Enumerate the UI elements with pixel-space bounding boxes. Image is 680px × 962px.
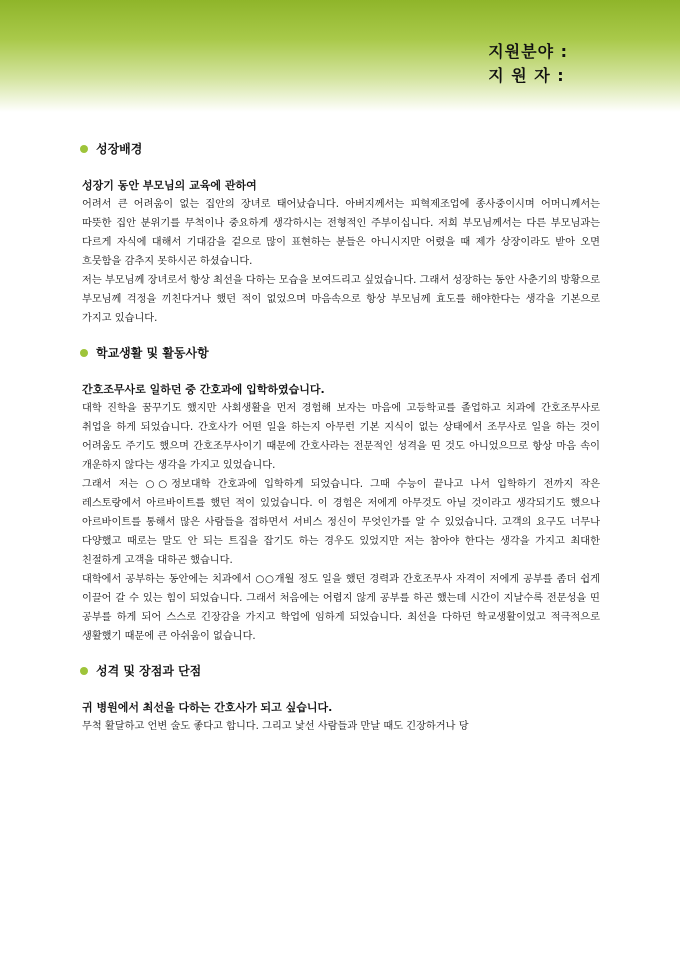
applicant-info — [488, 40, 568, 88]
applicant-name-label: 지 원 자 : — [488, 66, 565, 85]
green-bullet-icon — [80, 667, 88, 675]
header-band — [0, 0, 680, 112]
section-title — [80, 344, 600, 361]
green-bullet-icon — [80, 349, 88, 357]
section-title — [80, 140, 600, 157]
document-body — [82, 140, 600, 750]
section-school-life — [82, 344, 600, 646]
paragraph: 대학 진학을 꿈꾸기도 했지만 사회생활을 먼저 경험해 보자는 마음에 고등학교를 졸업하고 치과에 간호조무사로 취업을 하게 되었습니다. 간호사가 어떤 일을 하는지 아무런 기본 지식이 없는 상태에서 조무사로 일을 하는 것이 어려움도 주기도 했으며 간호조무사이기 때문에 간호사라는 전문적인 성격을 띤 것도 아니었으므로 항상 마음 속이 개운하지 않다는 생각을 가지고 있었습니다. — [82, 403, 600, 471]
section-subheading: 귀 병원에서 최선을 다하는 간호사가 되고 싶습니다. — [82, 701, 333, 714]
section-title-text: 학교생활 및 활동사항 — [96, 346, 209, 360]
paragraph: 그래서 저는 ○○정보대학 간호과에 입학하게 되었습니다. 그때 수능이 끝나고 나서 입학하기 전까지 작은 레스토랑에서 아르바이트를 했던 적이 있었습니다. 이 경험은 저에게 아무것도 아닐 것이라고 생각되기도 했으나 아르바이트를 통해서 많은 사람들을 접하면서 서비스 정신이 무엇인가를 알 수 있었습니다. 고객의 요구도 너무나 다양했고 때로는 말도 안 되는 트집을 잡기도 하는 경우도 있었지만 저는 참아야 한다는 생각을 가지고 최대한 친절하게 고객을 대하곤 했습니다. — [82, 479, 600, 566]
section-personality — [82, 662, 600, 736]
paragraph: 대학에서 공부하는 동안에는 치과에서 ○○개월 정도 일을 했던 경력과 간호조무사 자격이 저에게 공부를 좀더 쉽게 이끌어 갈 수 있는 힘이 되었습니다. 그래서 처음에는 어렵지 않게 공부를 하곤 했는데 시간이 지날수록 전문성을 띤 공부를 하게 되어 스스로 긴장감을 가지고 학업에 임하게 되었습니다. 최선을 다하던 학교생활이었고 적극적으로 생활했기 때문에 큰 아쉬움이 없습니다. — [82, 574, 600, 642]
section-background — [82, 140, 600, 328]
application-field-label: 지원분야 : — [488, 42, 568, 61]
section-title — [80, 662, 600, 679]
section-subheading: 성장기 동안 부모님의 교육에 관하여 — [82, 179, 257, 192]
paragraph: 저는 부모님께 장녀로서 항상 최선을 다하는 모습을 보여드리고 싶었습니다. 그래서 성장하는 동안 사춘기의 방황으로 부모님께 걱정을 끼친다거나 했던 적이 없었으며 마음속으로 항상 부모님께 효도를 해야한다는 생각을 기본으로 가지고 있습니다. — [82, 275, 600, 324]
green-bullet-icon — [80, 145, 88, 153]
paragraph: 무척 활달하고 언변 술도 좋다고 합니다. 그리고 낯선 사람들과 만날 때도 긴장하거나 당 — [82, 721, 469, 732]
paragraph: 어려서 큰 어려움이 없는 집안의 장녀로 태어났습니다. 아버지께서는 피혁제조업에 종사중이시며 어머니께서는 따뜻한 집안 분위기를 무척이나 중요하게 생각하시는 전형적인 주부이십니다. 저희 부모님께서는 다른 부모님과는 다르게 자식에 대해서 기대감을 겉으로 많이 표현하는 분들은 아니시지만 어렸을 때 제가 상장이라도 받아 오면 흐뭇함을 감추지 못하시곤 하셨습니다. — [82, 199, 600, 267]
section-title-text: 성장배경 — [96, 142, 143, 156]
section-subheading: 간호조무사로 일하던 중 간호과에 입학하였습니다. — [82, 383, 325, 396]
section-title-text: 성격 및 장점과 단점 — [96, 664, 202, 678]
